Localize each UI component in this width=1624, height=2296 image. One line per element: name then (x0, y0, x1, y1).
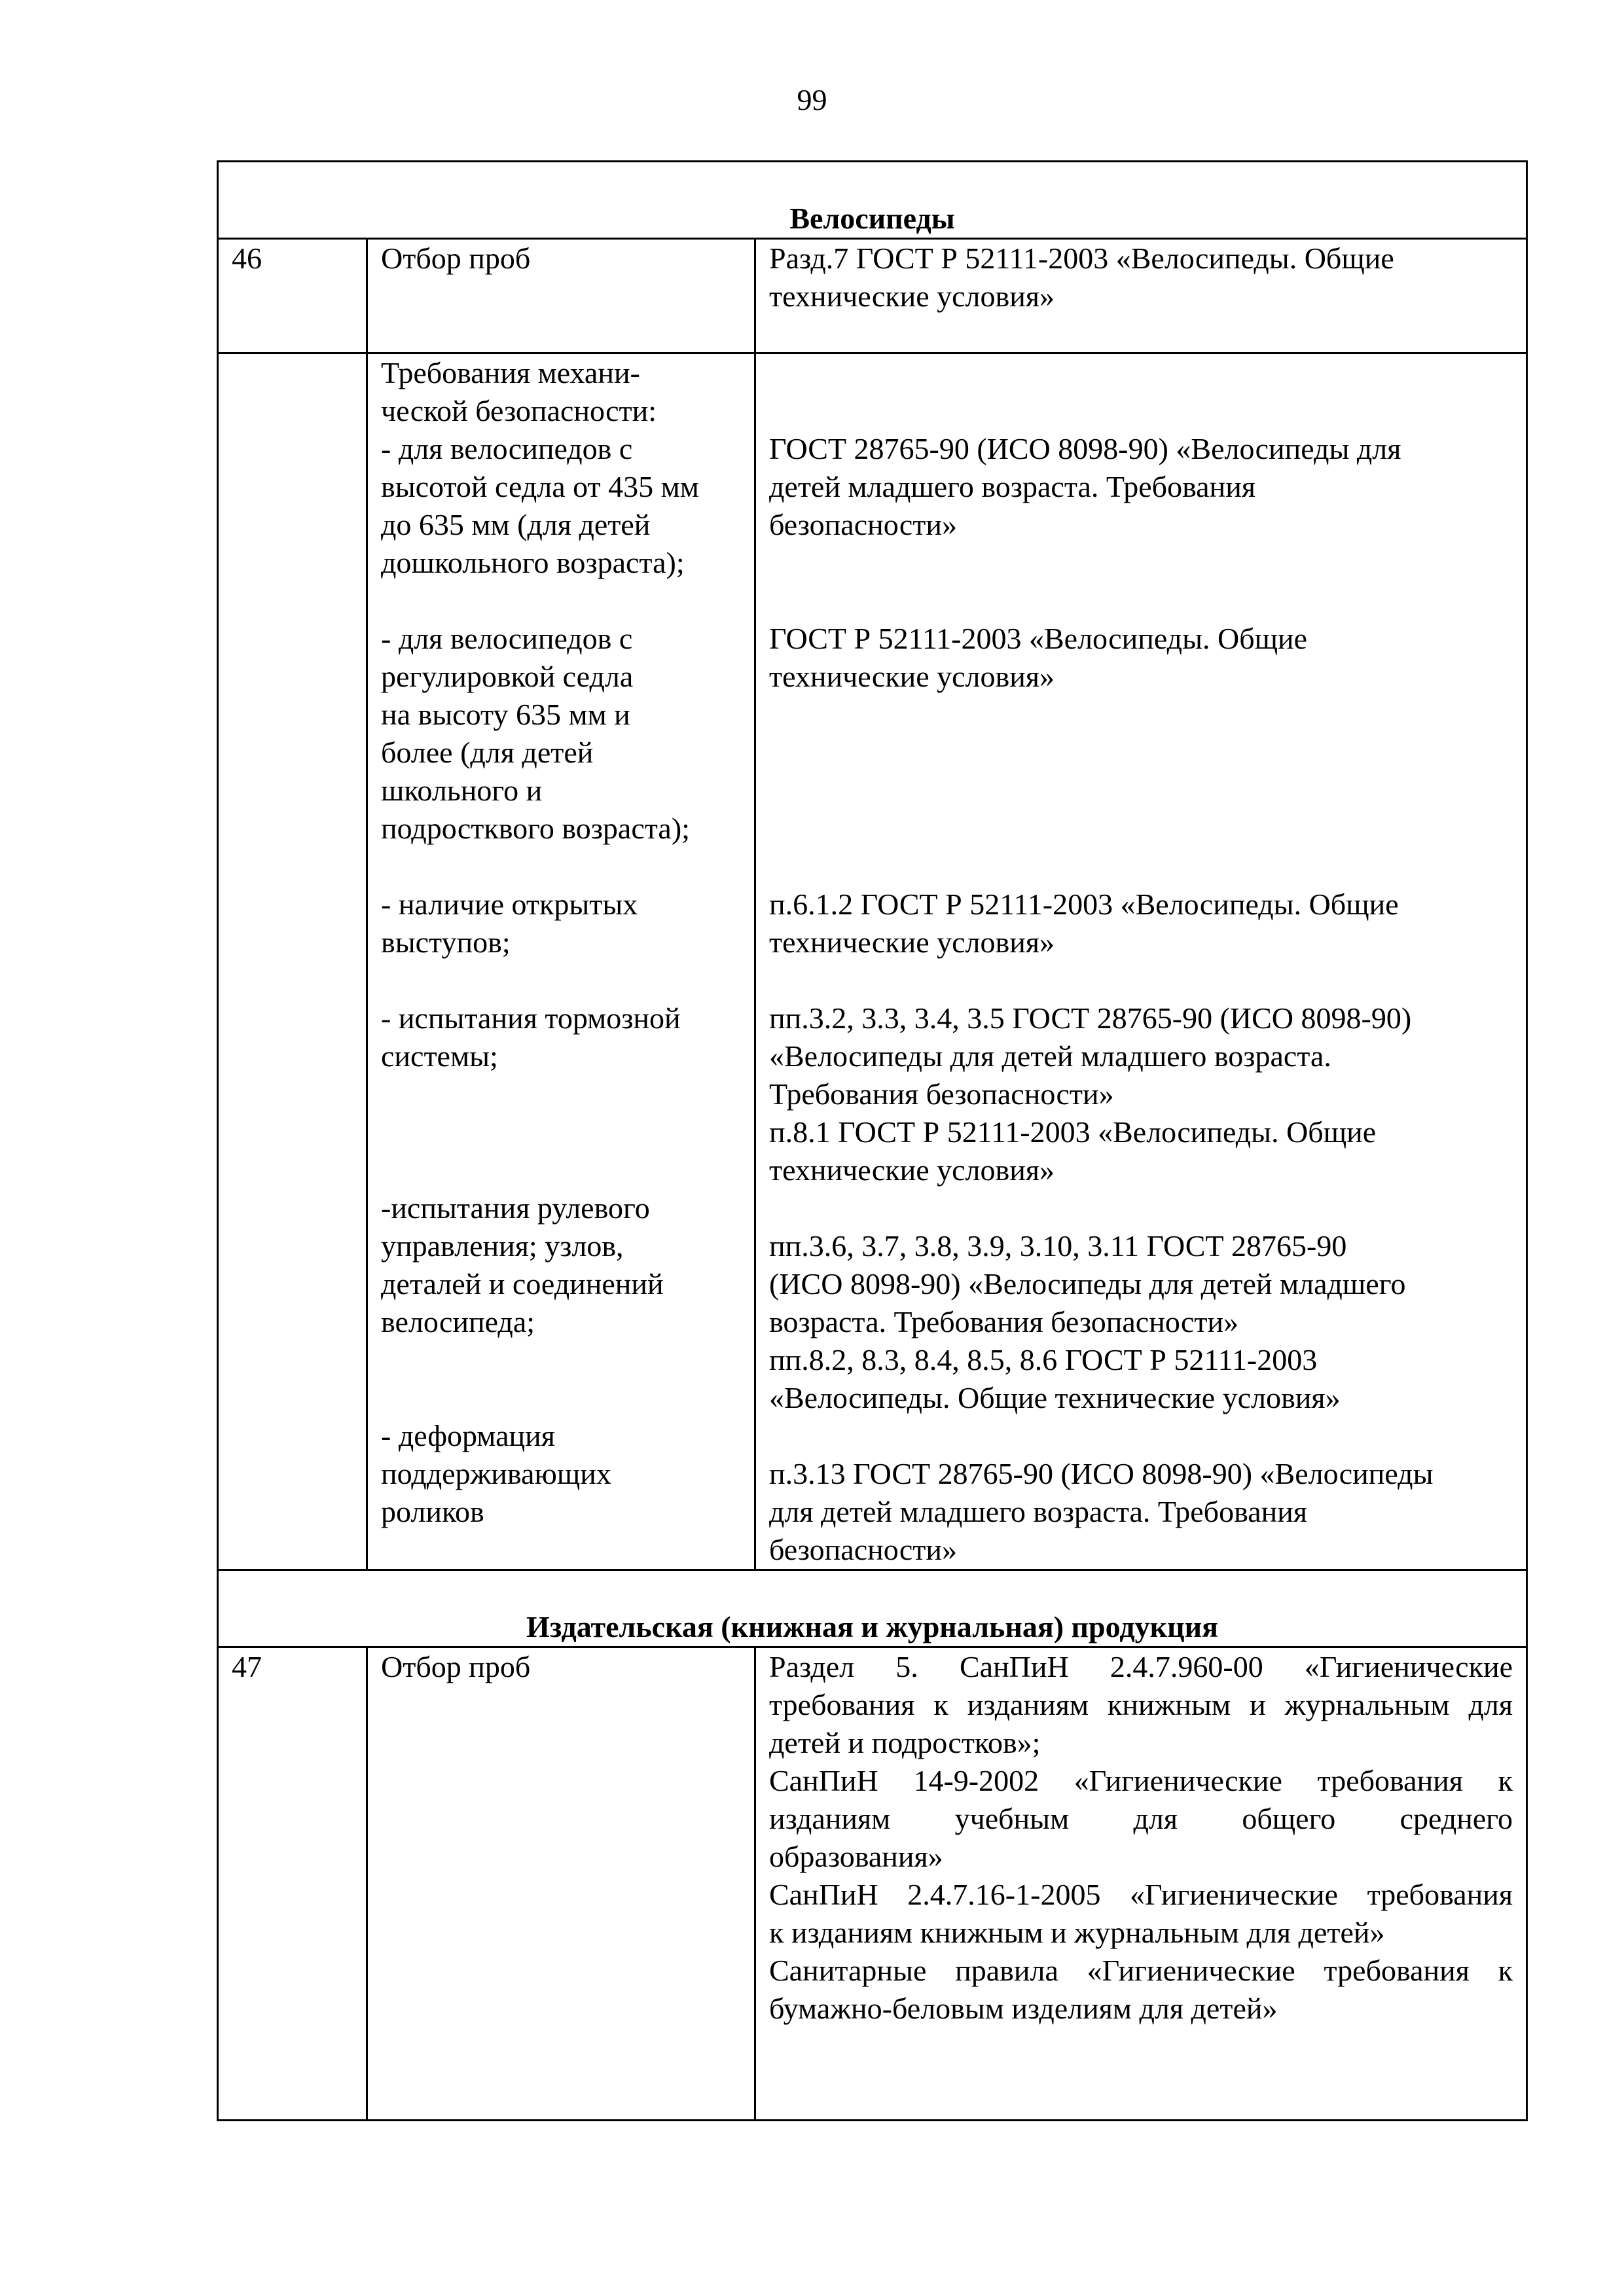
text-line: деталей и соединений (381, 1267, 664, 1300)
text-line: системы; (381, 1039, 498, 1073)
table-row (218, 239, 1527, 353)
text-line: Требования безопасности» (769, 1077, 1114, 1111)
row-number: 47 (218, 1647, 367, 2121)
text-line: п.6.1.2 ГОСТ Р 52111-2003 «Велосипеды. Общие (769, 888, 1399, 921)
text-line: ческой безопасности: (381, 394, 657, 427)
text-line: пп.3.2, 3.3, 3.4, 3.5 ГОСТ 28765-90 (ИСО 8098-90) (769, 1001, 1412, 1035)
text-line: (ИСО 8098-90) «Велосипеды для детей младшего (769, 1267, 1406, 1300)
standards-cell (755, 353, 1527, 1570)
text-line: п.8.1 ГОСТ Р 52111-2003 «Велосипеды. Общие (769, 1115, 1377, 1149)
text-line: детей младшего возраста. Требования (769, 470, 1255, 503)
spacer (769, 772, 1513, 810)
text-line: регулировкой седла (381, 660, 634, 693)
row-number: 46 (218, 239, 367, 353)
text-line: возраста. Требования безопасности» (769, 1305, 1239, 1338)
row-standard (755, 1647, 1527, 2121)
text-line: п.3.13 ГОСТ 28765-90 (ИСО 8098-90) «Велосипеды (769, 1457, 1434, 1490)
text-line: изданиям учебным для общего среднего (769, 1802, 1513, 1835)
spacer (769, 392, 1513, 430)
text-line: СанПиН 14-9-2002 «Гигиенические требования к (769, 1764, 1513, 1797)
spacer (381, 1113, 741, 1151)
spacer (769, 696, 1513, 734)
row-standard (755, 239, 1527, 353)
spacer (381, 582, 741, 620)
section-row-publishing (218, 1570, 1527, 1647)
spacer (769, 1417, 1513, 1455)
text-line: технические условия» (769, 279, 1055, 313)
text-line: технические условия» (769, 1153, 1055, 1187)
spacer (769, 734, 1513, 772)
text-line: требования к изданиям книжным и журнальным для (769, 1688, 1513, 1721)
text-line: - деформация (381, 1419, 555, 1452)
text-line: -испытания рулевого (381, 1191, 650, 1225)
spacer (381, 1379, 741, 1417)
spacer (769, 810, 1513, 848)
text-line: пп.8.2, 8.3, 8.4, 8.5, 8.6 ГОСТ Р 52111-2003 (769, 1343, 1318, 1376)
spacer (769, 961, 1513, 999)
text-line: - для велосипедов с (381, 622, 633, 655)
text-line: Требования механи- (381, 356, 640, 389)
text-line: Разд.7 ГОСТ Р 52111-2003 «Велосипеды. Общие (769, 242, 1394, 275)
text-line: управления; узлов, (381, 1229, 624, 1263)
requirements-table (217, 160, 1528, 2121)
text-line: велосипеда; (381, 1305, 535, 1338)
text-line: к изданиям книжным и журнальным для детей» (769, 1916, 1385, 1949)
spacer (769, 544, 1513, 582)
text-line: для детей младшего возраста. Требования (769, 1495, 1308, 1528)
spacer (381, 848, 741, 886)
section-title: Издательская (книжная и журнальная) продукция (218, 1570, 1527, 1647)
row-item: Отбор проб (367, 239, 755, 353)
section-row-bicycles (218, 162, 1527, 239)
text-line: ГОСТ 28765-90 (ИСО 8098-90) «Велосипеды для (769, 432, 1401, 465)
text-line: до 635 мм (для детей (381, 508, 651, 541)
text-line: - для велосипедов с (381, 432, 633, 465)
text-line: выступов; (381, 925, 511, 959)
text-line: ГОСТ Р 52111-2003 «Велосипеды. Общие (769, 622, 1308, 655)
text-line: Раздел 5. СанПиН 2.4.7.960-00 «Гигиенические (769, 1650, 1513, 1683)
text-line: дошкольного возраста); (381, 546, 685, 579)
text-line: высотой седла от 435 мм (381, 470, 699, 503)
spacer (769, 1189, 1513, 1227)
text-line: - наличие открытых (381, 888, 638, 921)
table-row (218, 1647, 1527, 2121)
spacer (769, 354, 1513, 392)
text-line: более (для детей (381, 736, 594, 769)
text-line: школьного и (381, 774, 543, 807)
row-item: Отбор проб (367, 1647, 755, 2121)
section-title: Велосипеды (218, 162, 1527, 239)
text-line: безопасности» (769, 1533, 958, 1566)
text-line: образования» (769, 1840, 943, 1873)
text-line: технические условия» (769, 660, 1055, 693)
text-line: «Велосипеды для детей младшего возраста. (769, 1039, 1331, 1073)
text-line: детей и подростков»; (769, 1726, 1041, 1759)
text-line: роликов (381, 1495, 484, 1528)
row-number-empty (218, 353, 367, 1570)
spacer (381, 1151, 741, 1189)
text-line: поддерживающих (381, 1457, 611, 1490)
text-line: безопасности» (769, 508, 958, 541)
text-line: - испытания тормозной (381, 1001, 681, 1035)
page-number: 99 (797, 83, 827, 117)
spacer (381, 961, 741, 999)
text-line: на высоту 635 мм и (381, 698, 630, 731)
requirements-cell (367, 353, 755, 1570)
text-line: «Велосипеды. Общие технические условия» (769, 1381, 1341, 1414)
text-line: подростквого возраста); (381, 812, 690, 845)
text-line: бумажно-беловым изделиям для детей» (769, 1992, 1278, 2025)
spacer (381, 1341, 741, 1379)
spacer (381, 1075, 741, 1113)
spacer (769, 582, 1513, 620)
text-line: СанПиН 2.4.7.16-1-2005 «Гигиенические требования (769, 1878, 1513, 1911)
spacer (769, 848, 1513, 886)
text-line: Санитарные правила «Гигиенические требования к (769, 1954, 1513, 1987)
text-line: технические условия» (769, 925, 1055, 959)
table-row (218, 353, 1527, 1570)
text-line: пп.3.6, 3.7, 3.8, 3.9, 3.10, 3.11 ГОСТ 28765-90 (769, 1229, 1347, 1263)
